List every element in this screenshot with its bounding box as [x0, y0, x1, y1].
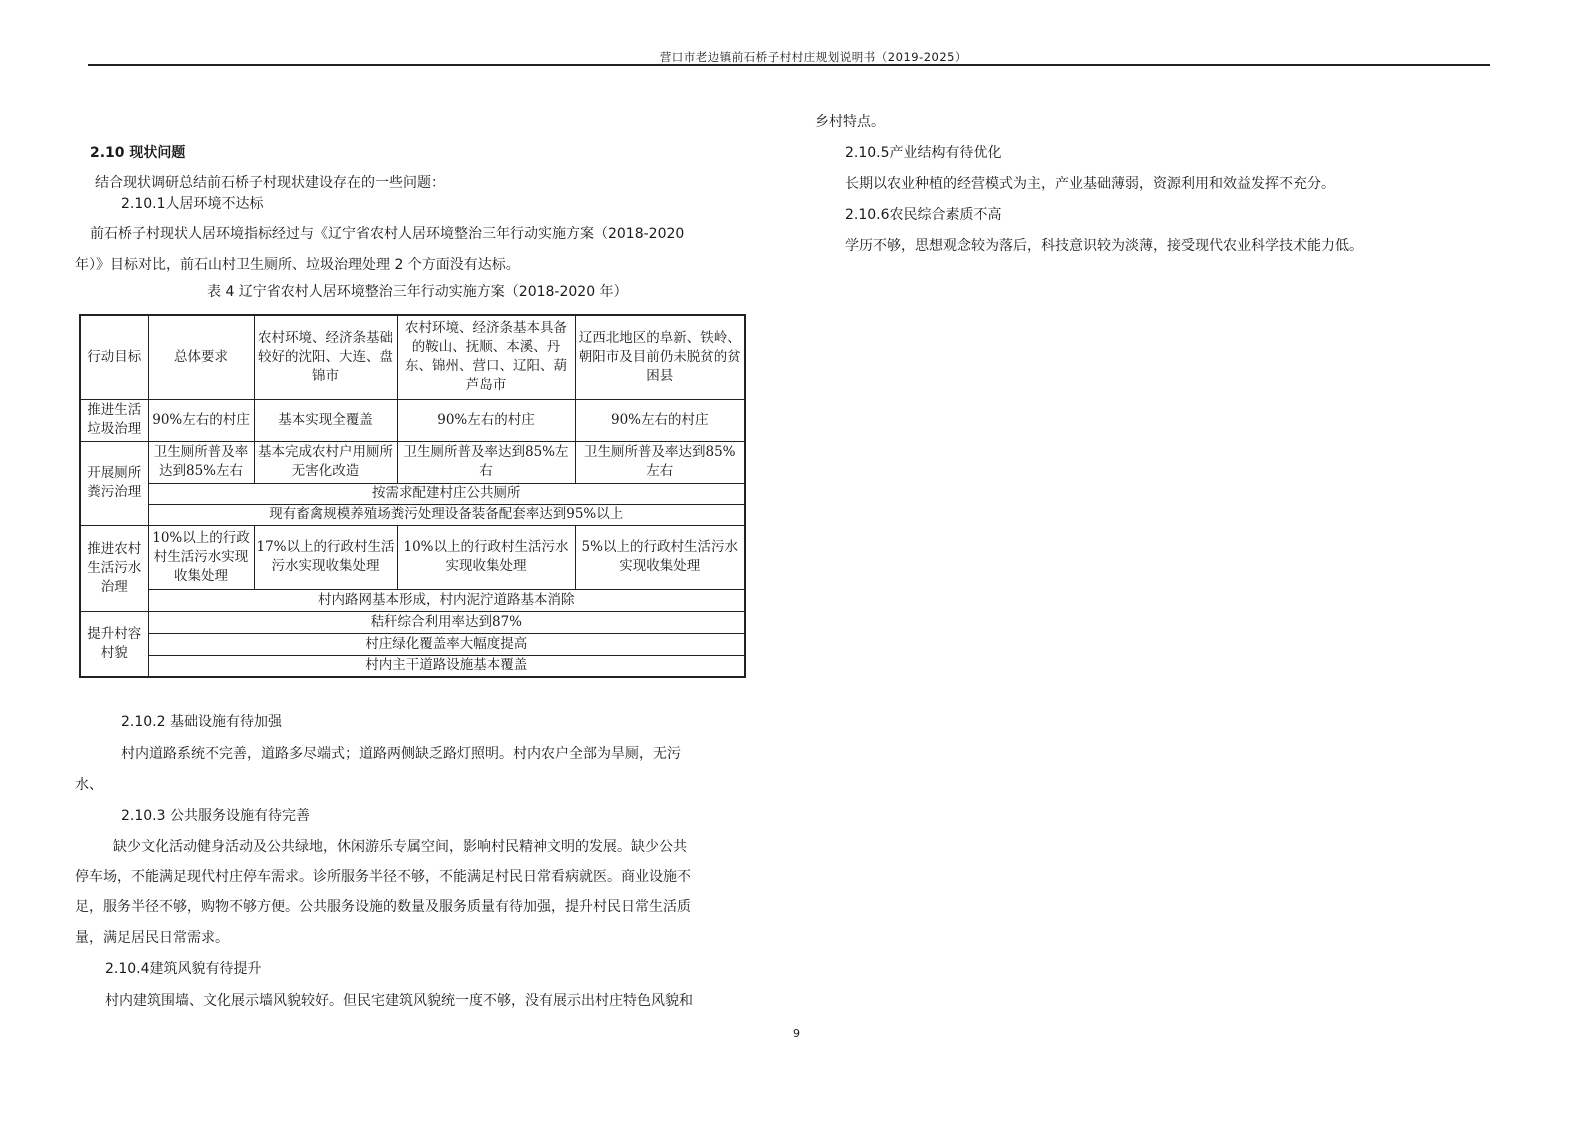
section-title: 2.10 现状问题	[90, 145, 186, 161]
paragraph-2b: 水、	[75, 777, 103, 793]
table-header-row	[80, 315, 745, 399]
table-row	[80, 525, 745, 589]
table-cell: 卫生厕所普及率达到85%左右	[575, 441, 745, 483]
table-cell: 卫生厕所普及率达到85%左右	[148, 441, 254, 483]
table-cell: 卫生厕所普及率达到85%左右	[397, 441, 575, 483]
paragraph-3c: 足，服务半径不够，购物不够方便。公共服务设施的数量及服务质量有待加强，提升村民日常生活质	[75, 899, 691, 915]
table-cell: 10%以上的行政村生活污水实现收集处理	[148, 525, 254, 589]
table-cell: 现有畜禽规模养殖场粪污处理设备装备配套率达到95%以上	[148, 504, 745, 525]
subsection-title-5: 2.10.5产业结构有待优化	[845, 145, 1002, 161]
paragraph-3d: 量，满足居民日常需求。	[75, 930, 229, 946]
table-row	[80, 589, 745, 611]
paragraph-6: 学历不够，思想观念较为落后，科技意识较为淡薄，接受现代农业科学技术能力低。	[845, 238, 1363, 254]
paragraph-4a: 村内建筑围墙、文化展示墙风貌较好。但民宅建筑风貌统一度不够，没有展示出村庄特色风貌和	[105, 993, 693, 1009]
subsection-title-3: 2.10.3 公共服务设施有待完善	[121, 808, 310, 824]
table-cell: 90%左右的村庄	[575, 399, 745, 441]
row-label: 开展厕所粪污治理	[80, 441, 148, 525]
table-row	[80, 655, 745, 677]
table-cell: 5%以上的行政村生活污水实现收集处理	[575, 525, 745, 589]
table-cell: 基本完成农村户用厕所无害化改造	[254, 441, 397, 483]
row-label: 提升村容村貌	[80, 611, 148, 677]
table-cell: 10%以上的行政村生活污水实现收集处理	[397, 525, 575, 589]
paragraph-1b: 年）》目标对比，前石山村卫生厕所、垃圾治理处理 2 个方面没有达标。	[75, 257, 520, 273]
table-cell: 90%左右的村庄	[397, 399, 575, 441]
running-header: 营口市老边镇前石桥子村村庄规划说明书（2019-2025）	[659, 50, 967, 64]
table-row	[80, 504, 745, 525]
subsection-title-6: 2.10.6农民综合素质不高	[845, 207, 1002, 223]
table-cell: 秸秆综合利用率达到87%	[148, 611, 745, 633]
header-cell: 辽西北地区的阜新、铁岭、朝阳市及目前仍未脱贫的贫困县	[575, 315, 745, 399]
row-label: 推进农村生活污水治理	[80, 525, 148, 611]
header-cell: 总体要求	[148, 315, 254, 399]
intro-paragraph: 结合现状调研总结前石桥子村现状建设存在的一些问题：	[95, 175, 445, 191]
header-cell: 农村环境、经济条基础较好的沈阳、大连、盘锦市	[254, 315, 397, 399]
paragraph-3b: 停车场，不能满足现代村庄停车需求。诊所服务半径不够，不能满足村民日常看病就医。商业设施不	[75, 869, 691, 885]
table-row	[80, 399, 745, 441]
table-cell: 90%左右的村庄	[148, 399, 254, 441]
table-row	[80, 441, 745, 483]
page-number: 9	[793, 1027, 800, 1040]
header-cell: 农村环境、经济条基本具备的鞍山、抚顺、本溪、丹东、锦州、营口、辽阳、葫芦岛市	[397, 315, 575, 399]
subsection-title-1: 2.10.1人居环境不达标	[121, 196, 264, 212]
table-cell: 村内路网基本形成，村内泥泞道路基本消除	[148, 589, 745, 611]
table-cell: 按需求配建村庄公共厕所	[148, 483, 745, 504]
table-cell: 17%以上的行政村生活污水实现收集处理	[254, 525, 397, 589]
right-continuation: 乡村特点。	[815, 114, 885, 130]
subsection-title-2: 2.10.2 基础设施有待加强	[121, 714, 282, 730]
table-row	[80, 633, 745, 655]
paragraph-5: 长期以农业种植的经营模式为主，产业基础薄弱，资源利用和效益发挥不充分。	[845, 176, 1335, 192]
header-cell: 行动目标	[80, 315, 148, 399]
table-cell: 基本实现全覆盖	[254, 399, 397, 441]
paragraph-3a: 缺少文化活动健身活动及公共绿地，休闲游乐专属空间，影响村民精神文明的发展。缺少公共	[113, 839, 687, 855]
table-row	[80, 611, 745, 633]
paragraph-1a: 前石桥子村现状人居环境指标经过与《辽宁省农村人居环境整治三年行动实施方案（2018-2020	[90, 226, 685, 242]
header-rule	[88, 64, 1490, 66]
table-cell: 村庄绿化覆盖率大幅度提高	[148, 633, 745, 655]
table-row	[80, 483, 745, 504]
subsection-title-4: 2.10.4建筑风貌有待提升	[105, 961, 262, 977]
action-plan-table	[79, 314, 746, 678]
row-label: 推进生活垃圾治理	[80, 399, 148, 441]
paragraph-2a: 村内道路系统不完善，道路多尽端式；道路两侧缺乏路灯照明。村内农户全部为旱厕，无污	[121, 746, 681, 762]
table-caption: 表 4 辽宁省农村人居环境整治三年行动实施方案（2018-2020 年）	[207, 284, 628, 300]
table-cell: 村内主干道路设施基本覆盖	[148, 655, 745, 677]
